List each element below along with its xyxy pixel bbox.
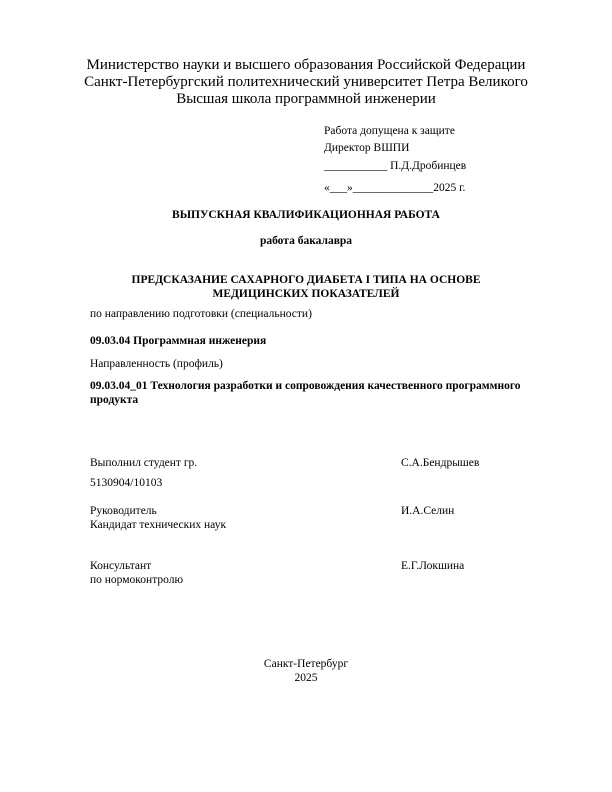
student-label: Выполнил студент гр. xyxy=(90,457,198,469)
profile-value: 09.03.04_01 Технология разработки и сопровождения качественного программного продукта xyxy=(90,380,521,406)
work-type: ВЫПУСКНАЯ КВАЛИФИКАЦИОННАЯ РАБОТА xyxy=(172,209,440,221)
city: Санкт-Петербург xyxy=(263,658,349,670)
approval-signature-line: ___________ П.Д.Дробинцев xyxy=(324,160,467,172)
approval-date-line: «___»______________2025 г. xyxy=(324,182,466,194)
consultant-label: Консультант xyxy=(90,560,152,572)
approval-line-1: Работа допущена к защите xyxy=(324,125,455,137)
supervisor-degree: Кандидат технических наук xyxy=(90,519,227,531)
consultant-name: Е.Г.Локшина xyxy=(401,560,465,572)
direction-label: по направлению подготовки (специальности) xyxy=(90,308,312,320)
direction-value: 09.03.04 Программная инженерия xyxy=(90,335,267,347)
profile-label: Направленность (профиль) xyxy=(90,358,223,370)
university-line: Санкт-Петербургский политехнический университет Петра Великого xyxy=(84,74,528,90)
ministry-line: Министерство науки и высшего образования Российской Федерации xyxy=(86,57,526,73)
approval-line-2: Директор ВШПИ xyxy=(324,142,410,154)
work-subtype: работа бакалавра xyxy=(259,235,353,247)
thesis-title-line-1: ПРЕДСКАЗАНИЕ САХАРНОГО ДИАБЕТА I ТИПА НА ОСНОВЕ xyxy=(131,274,481,286)
consultant-area: по нормоконтролю xyxy=(90,574,184,586)
supervisor-label: Руководитель xyxy=(90,505,157,517)
year: 2025 xyxy=(294,672,318,684)
supervisor-name: И.А.Селин xyxy=(401,505,455,517)
school-line: Высшая школа программной инженерии xyxy=(176,91,436,107)
student-group: 5130904/10103 xyxy=(90,477,163,489)
thesis-title-line-2: МЕДИЦИНСКИХ ПОКАЗАТЕЛЕЙ xyxy=(212,288,400,300)
student-name: С.А.Бендрышев xyxy=(401,457,480,469)
